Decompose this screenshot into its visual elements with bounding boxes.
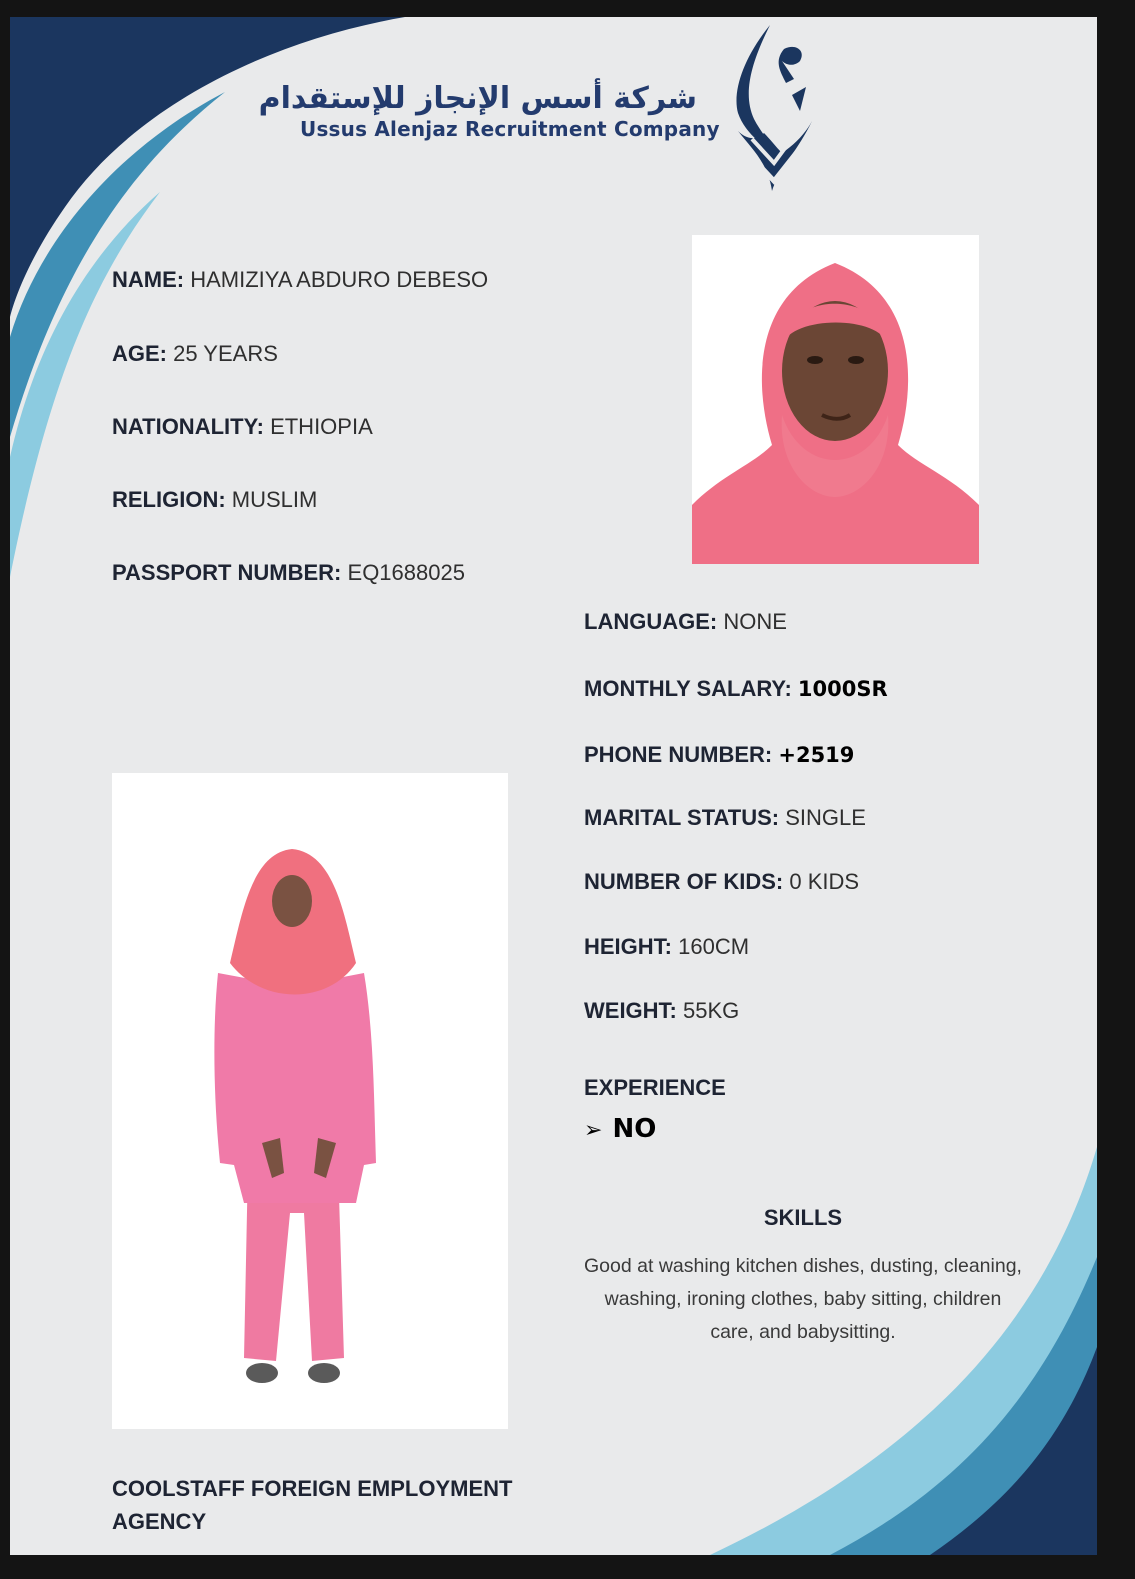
field-height bbox=[584, 934, 749, 960]
headshot-photo bbox=[692, 235, 979, 564]
nationality-label: NATIONALITY: bbox=[112, 414, 264, 439]
company-name-english: Ussus Alenjaz Recruitment Company bbox=[300, 117, 720, 141]
field-nationality bbox=[112, 414, 373, 440]
nationality-value: ETHIOPIA bbox=[270, 414, 373, 439]
field-passport bbox=[112, 560, 465, 586]
field-religion bbox=[112, 487, 317, 513]
field-weight bbox=[584, 998, 739, 1024]
height-value: 160CM bbox=[678, 934, 750, 959]
experience-value: NO bbox=[612, 1114, 657, 1144]
weight-value: 55KG bbox=[683, 998, 740, 1023]
company-name-arabic: شركة أسس الإنجاز للإستقدام bbox=[258, 81, 697, 116]
weight-label: WEIGHT: bbox=[584, 998, 677, 1023]
phone-value: +2519 bbox=[778, 743, 855, 767]
height-label: HEIGHT: bbox=[584, 934, 672, 959]
field-kids bbox=[584, 869, 859, 895]
experience-title: EXPERIENCE bbox=[584, 1075, 726, 1100]
field-language bbox=[584, 609, 787, 635]
salary-value: 1000SR bbox=[797, 677, 888, 701]
name-label: NAME: bbox=[112, 267, 185, 292]
experience-item bbox=[584, 1114, 656, 1144]
agency-name: COOLSTAFF FOREIGN EMPLOYMENT AGENCY bbox=[112, 1476, 513, 1534]
company-logo-icon bbox=[730, 21, 820, 196]
field-name bbox=[112, 267, 488, 293]
full-body-photo bbox=[112, 773, 508, 1429]
passport-value: EQ1688025 bbox=[347, 560, 465, 585]
cv-page bbox=[10, 17, 1097, 1555]
religion-value: MUSLIM bbox=[231, 487, 318, 512]
marital-label: MARITAL STATUS: bbox=[584, 805, 780, 830]
passport-label: PASSPORT NUMBER: bbox=[112, 560, 342, 585]
kids-value: 0 KIDS bbox=[789, 869, 860, 894]
field-marital-status bbox=[584, 805, 866, 831]
kids-label: NUMBER OF KIDS: bbox=[584, 869, 784, 894]
field-salary bbox=[584, 676, 888, 702]
name-value: HAMIZIYA ABDURO DEBESO bbox=[190, 267, 489, 292]
skills-text: Good at washing kitchen dishes, dusting, cleaning, washing, ironing clothes, baby sitting, children care, and babysitting. bbox=[584, 1255, 1022, 1343]
salary-label: MONTHLY SALARY: bbox=[584, 676, 792, 701]
field-phone bbox=[584, 742, 854, 768]
marital-value: SINGLE bbox=[785, 805, 866, 830]
phone-label: PHONE NUMBER: bbox=[584, 742, 773, 767]
age-value: 25 YEARS bbox=[173, 341, 278, 366]
skills-title: SKILLS bbox=[763, 1205, 843, 1230]
age-label: AGE: bbox=[112, 341, 167, 366]
language-value: NONE bbox=[723, 609, 787, 634]
arrow-bullet-icon: ➢ bbox=[584, 1118, 603, 1143]
language-label: LANGUAGE: bbox=[584, 609, 718, 634]
religion-label: RELIGION: bbox=[112, 487, 226, 512]
field-age bbox=[112, 341, 278, 367]
